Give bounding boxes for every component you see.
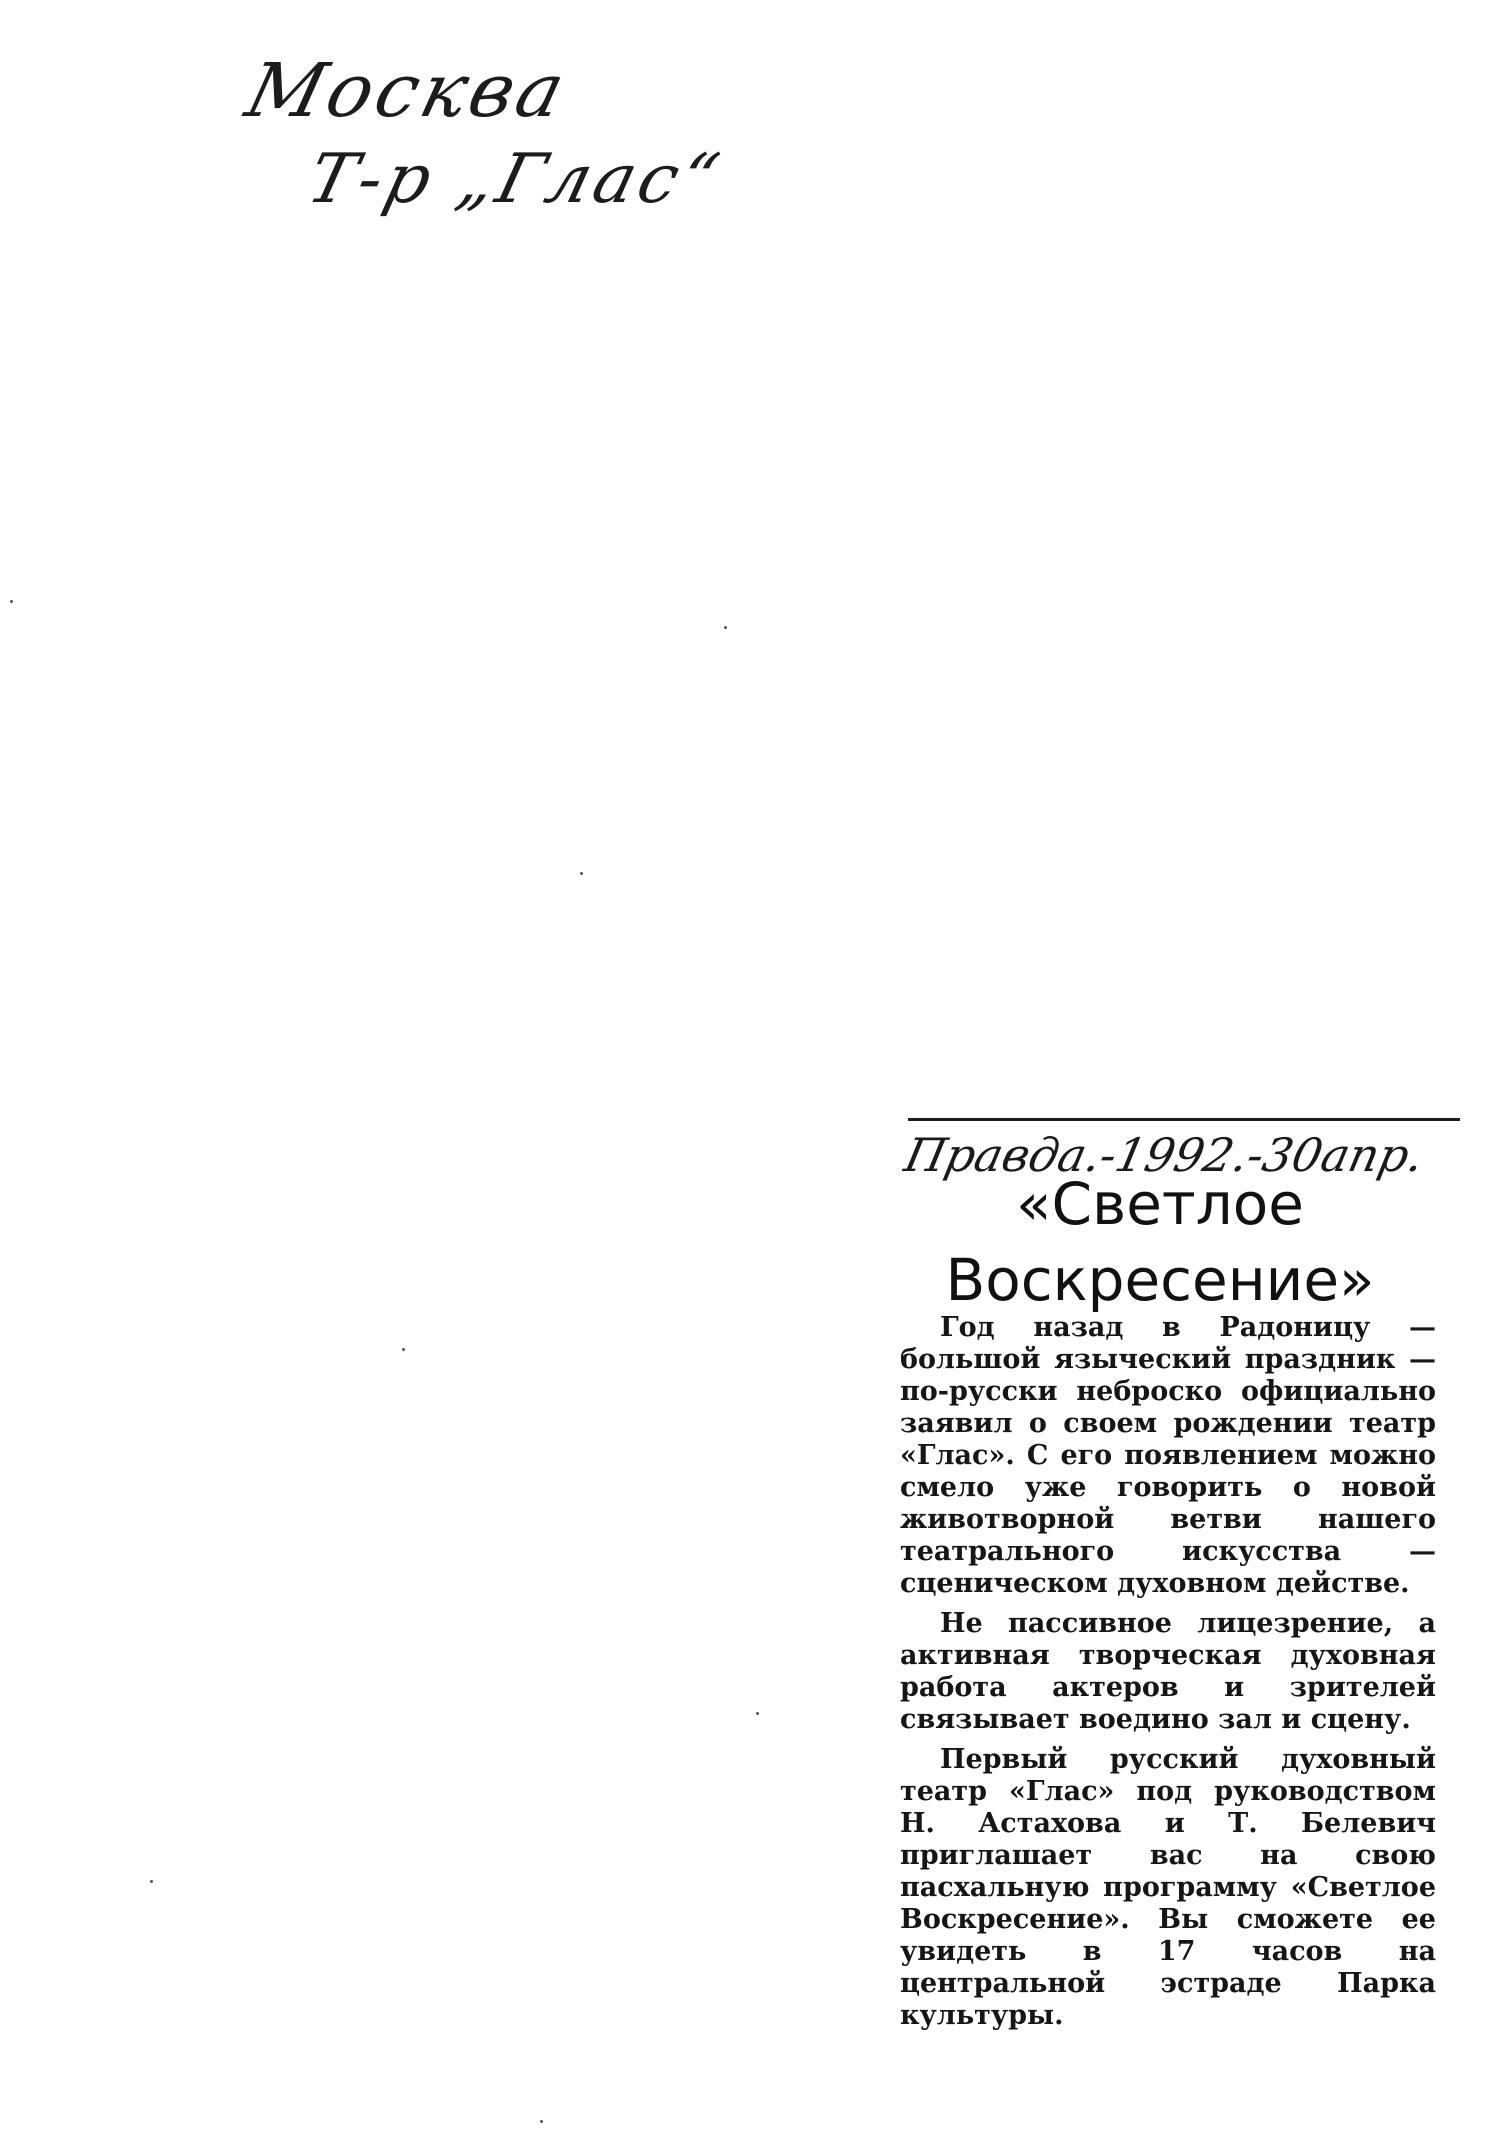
scan-speck [580, 872, 583, 875]
scan-speck [756, 1712, 759, 1715]
clipping-top-rule [908, 1118, 1460, 1121]
article-paragraph: Первый русский духовный театр «Глас» под руководством Н. Астахова и Т. Белевич приглашает вас на свою пасхальную программу «Светлое Воскресение». Вы сможете ее увидеть в 17 часов на центральной эстраде Парка культуры. [900, 1744, 1436, 2031]
article-headline [900, 1166, 1420, 1318]
article-body [900, 1312, 1436, 2040]
handwritten-note-theatre: Т-р „Глас“ [300, 140, 731, 219]
handwritten-note-city: Москва [238, 48, 577, 134]
newspaper-clipping [900, 1118, 1460, 2048]
source-citation-note: Правда.-1992.-30апр. [900, 1128, 1429, 1182]
scan-speck [150, 1880, 153, 1883]
article-paragraph: Год назад в Радоницу — большой языческий праздник — по-русски неброско официально заявил о своем рождении театр «Глас». С его появлением можно смело уже говорить о новой животворной ветви нашего театрального искусства — сценическом духовном действе. [900, 1312, 1436, 1599]
headline-line-2: Воскресение» [945, 1246, 1375, 1314]
scan-speck [724, 626, 727, 629]
article-paragraph: Не пассивное лицезрение, а активная творческая духовная работа актеров и зрителей связывает воедино зал и сцену. [900, 1608, 1436, 1735]
scan-speck [10, 600, 13, 603]
scan-speck [402, 1348, 405, 1351]
headline-line-1: «Светлое [1016, 1170, 1304, 1238]
scan-speck [540, 2120, 543, 2123]
